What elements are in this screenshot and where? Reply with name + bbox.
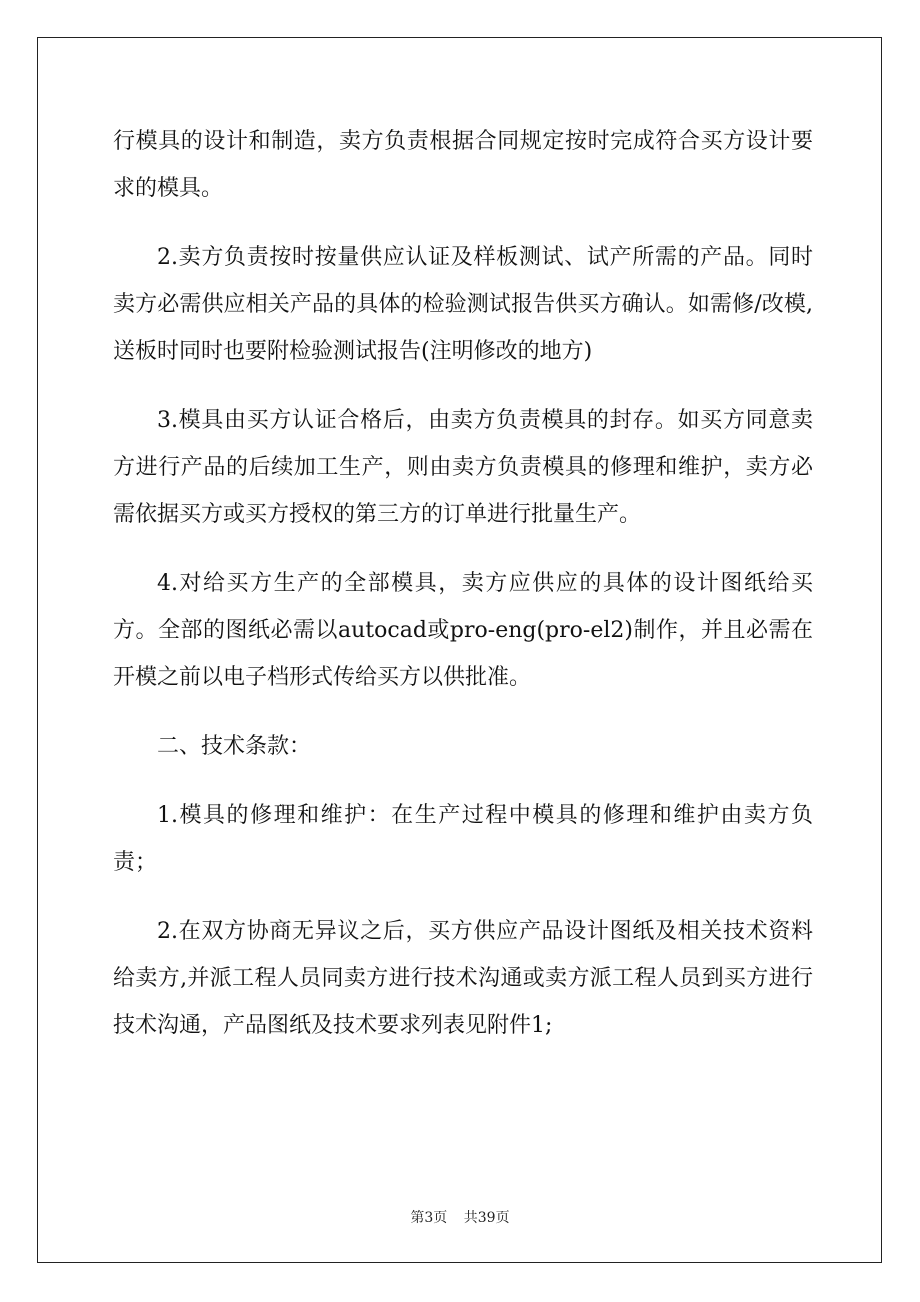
- page-footer: [0, 1207, 920, 1227]
- paragraph-5: 1.模具的修理和维护：在生产过程中模具的修理和维护由卖方负责；: [113, 803, 813, 875]
- page-number: 第3页: [410, 1210, 448, 1226]
- document-body: [113, 118, 813, 1071]
- paragraph-2: 2.卖方负责按时按量供应认证及样板测试、试产所需的产品。同时卖方必需供应相关产品的具体的检验测试报告供买方确认。如需修/改模,送板时同时也要附检验测试报告(注明修改的地方): [113, 245, 813, 364]
- paragraph-3: 3.模具由买方认证合格后，由卖方负责模具的封存。如买方同意卖方进行产品的后续加工生产，则由卖方负责模具的修理和维护，卖方必需依据买方或买方授权的第三方的订单进行批量生产。: [113, 408, 813, 527]
- section-heading: 二、技术条款：: [157, 734, 312, 759]
- paragraph-1: 行模具的设计和制造，卖方负责根据合同规定按时完成符合买方设计要求的模具。: [113, 129, 813, 201]
- paragraph-4: 4.对给买方生产的全部模具，卖方应供应的具体的设计图纸给买方。全部的图纸必需以autocad或pro-eng(pro-el2)制作，并且必需在开模之前以电子档形式传给买方以供批准。: [113, 571, 813, 690]
- page-total: 共39页: [463, 1210, 510, 1226]
- paragraph-6: 2.在双方协商无异议之后，买方供应产品设计图纸及相关技术资料给卖方,并派工程人员同卖方进行技术沟通或卖方派工程人员到买方进行技术沟通，产品图纸及技术要求列表见附件1;: [113, 919, 813, 1038]
